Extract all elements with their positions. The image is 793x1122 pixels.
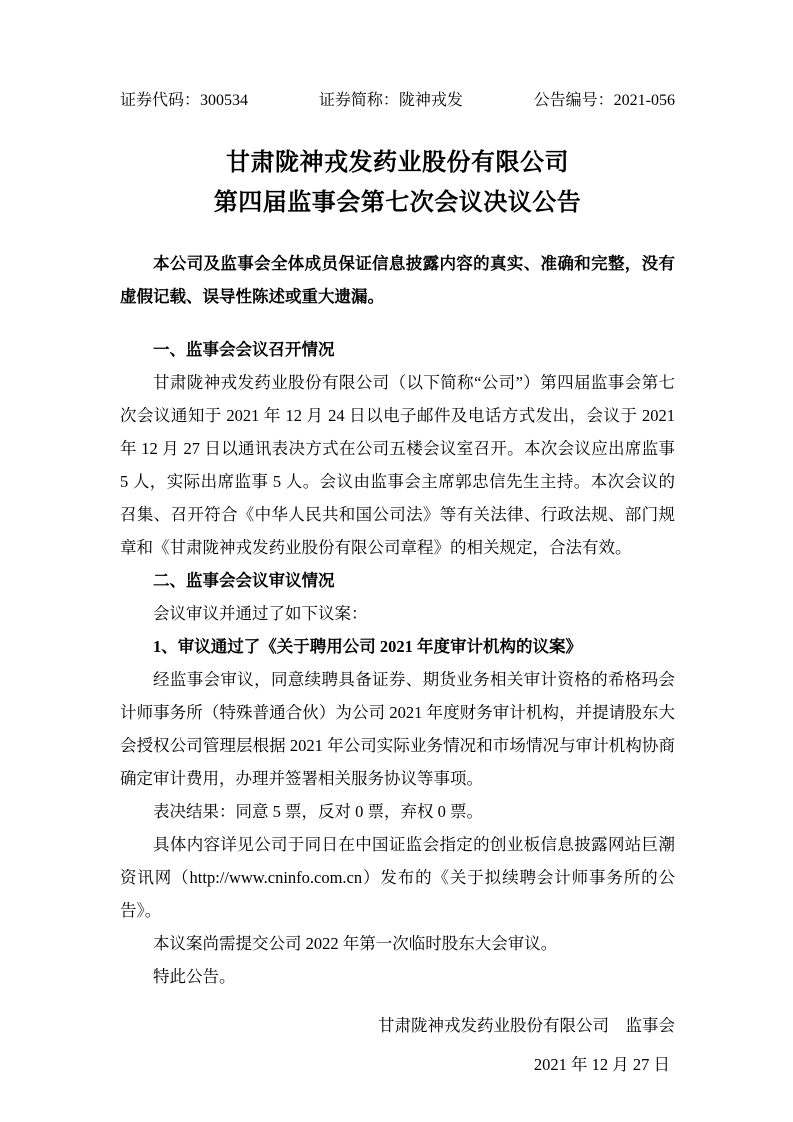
signature-company: 甘肃陇神戎发药业股份有限公司 监事会 (378, 1016, 675, 1035)
announcement-number: 公告编号：2021-056 (533, 92, 675, 109)
proposal1-submission-note: 本议案尚需提交公司 2022 年第一次临时股东大会审议。 (153, 934, 558, 953)
section2-intro: 会议审议并通过了如下议案： (153, 604, 368, 623)
stock-short-name: 证券简称：陇神戎发 (318, 92, 463, 109)
proposal1-disclosure-note: 具体内容详见公司于同日在中国证监会指定的创业板信息披露网站巨潮资讯网（http://www.cninfo.com.cn）发布的《关于拟续聘会计师事务所的公告》。 (120, 835, 675, 920)
stock-code: 证券代码：300534 (120, 92, 249, 109)
proposal1-vote-result: 表决结果：同意 5 票，反对 0 票，弃权 0 票。 (153, 802, 483, 821)
document-header (120, 90, 675, 111)
document-title-line1: 甘肃陇神戎发药业股份有限公司 (226, 150, 569, 176)
proposal1-body: 经监事会审议，同意续聘具备证券、期货业务相关审计资格的希格玛会计师事务所（特殊普通合伙）为公司 2021 年度财务审计机构，并提请股东大会授权公司管理层根据 2021 年公司实际业务情况和市场情况与审计机构协商确定审计费用，办理并签署相关服务协议等事项。 (120, 670, 675, 788)
proposal1-heading: 1、审议通过了《关于聘用公司 2021 年度审计机构的议案》 (153, 637, 582, 656)
section1-body: 甘肃陇神戎发药业股份有限公司（以下简称“公司”）第四届监事会第七次会议通知于 2021 年 12 月 24 日以电子邮件及电话方式发出，会议于 2021 年 12 月 27 日以通讯表决方式在公司五楼会议室召开。本次会议应出席监事 5 人，实际出席监事 5 人。会议由监事会主席郭忠信先生主持。本次会议的召集、召开符合《中华人民共和国公司法》等有关法律、行政法规、部门规章和《甘肃陇神戎发药业股份有限公司章程》的相关规定，合法有效。 (120, 373, 675, 557)
section2-heading: 二、监事会会议审议情况 (153, 571, 335, 590)
signature-date: 2021 年 12 月 27 日 (533, 1055, 670, 1074)
section1-heading: 一、监事会会议召开情况 (153, 340, 335, 359)
document-title-line2: 第四届监事会第七次会议决议公告 (213, 190, 582, 216)
closing-note: 特此公告。 (153, 967, 236, 986)
disclaimer-statement: 本公司及监事会全体成员保证信息披露内容的真实、准确和完整，没有虚假记载、误导性陈述或重大遗漏。 (120, 254, 675, 306)
